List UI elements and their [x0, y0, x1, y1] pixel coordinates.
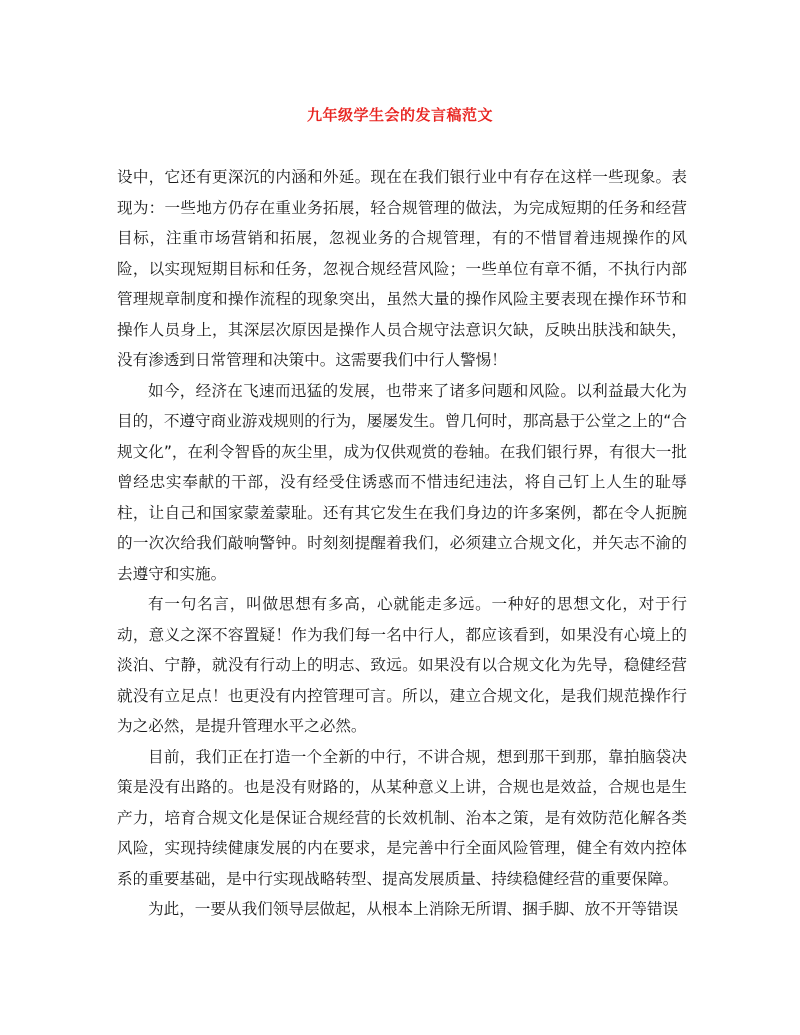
paragraph-2: 如今，经济在飞速而迅猛的发展，也带来了诸多问题和风险。以利益最大化为目的，不遵守商业游戏规则的行为，屡屡发生。曾几何时，那高悬于公堂之上的“合规文化”，在利令智昏的灰尘里，成为仅供观赏的卷轴。在我们银行界，有很大一批曾经忠实奉献的干部，没有经受住诱惑而不惜违纪违法，将自己钉上人生的耻辱柱，让自己和国家蒙羞蒙耻。还有其它发生在我们身边的许多案例，都在令人扼腕的一次次给我们敲响警钟。时刻刻提醒着我们，必须建立合规文化，并矢志不渝的去遵守和实施。	[117, 381, 687, 583]
paragraph-3: 有一句名言，叫做思想有多高，心就能走多远。一种好的思想文化，对于行动，意义之深不容置疑！作为我们每一名中行人，都应该看到，如果没有心境上的淡泊、宁静，就没有行动上的明志、致远。如果没有以合规文化为先导，稳健经营就没有立足点！也更没有内控管理可言。所以，建立合规文化，是我们规范操作行为之必然，是提升管理水平之必然。	[117, 595, 687, 735]
paragraph-5: 为此，一要从我们领导层做起，从根本上消除无所谓、捆手脚、放不开等错误	[148, 900, 679, 918]
paragraph-4: 目前，我们正在打造一个全新的中行，不讲合规，想到那干到那，靠拍脑袋决策是没有出路的。也是没有财路的，从某种意义上讲，合规也是效益，合规也是生产力，培育合规文化是保证合规经营的长效机制、治本之策，是有效防范化解各类风险，实现持续健康发展的内在要求，是完善中行全面风险管理，健全有效内控体系的重要基础，是中行实现战略转型、提高发展质量、持续稳健经营的重要保障。	[117, 747, 687, 888]
paragraph-1: 设中，它还有更深沉的内涵和外延。现在在我们银行业中有存在这样一些现象。表现为：一些地方仍存在重业务拓展，轻合规管理的做法，为完成短期的任务和经营目标，注重市场营销和拓展，忽视业务的合规管理，有的不惜冒着违规操作的风险，以实现短期目标和任务，忽视合规经营风险；一些单位有章不循，不执行内部管理规章制度和操作流程的现象突出，虽然大量的操作风险主要表现在操作环节和操作人员身上，其深层次原因是操作人员合规守法意识欠缺，反映出肤浅和缺失，没有渗透到日常管理和决策中。这需要我们中行人警惕！	[117, 168, 687, 369]
document-title: 九年级学生会的发言稿范文	[306, 106, 493, 124]
document-body	[117, 162, 687, 925]
